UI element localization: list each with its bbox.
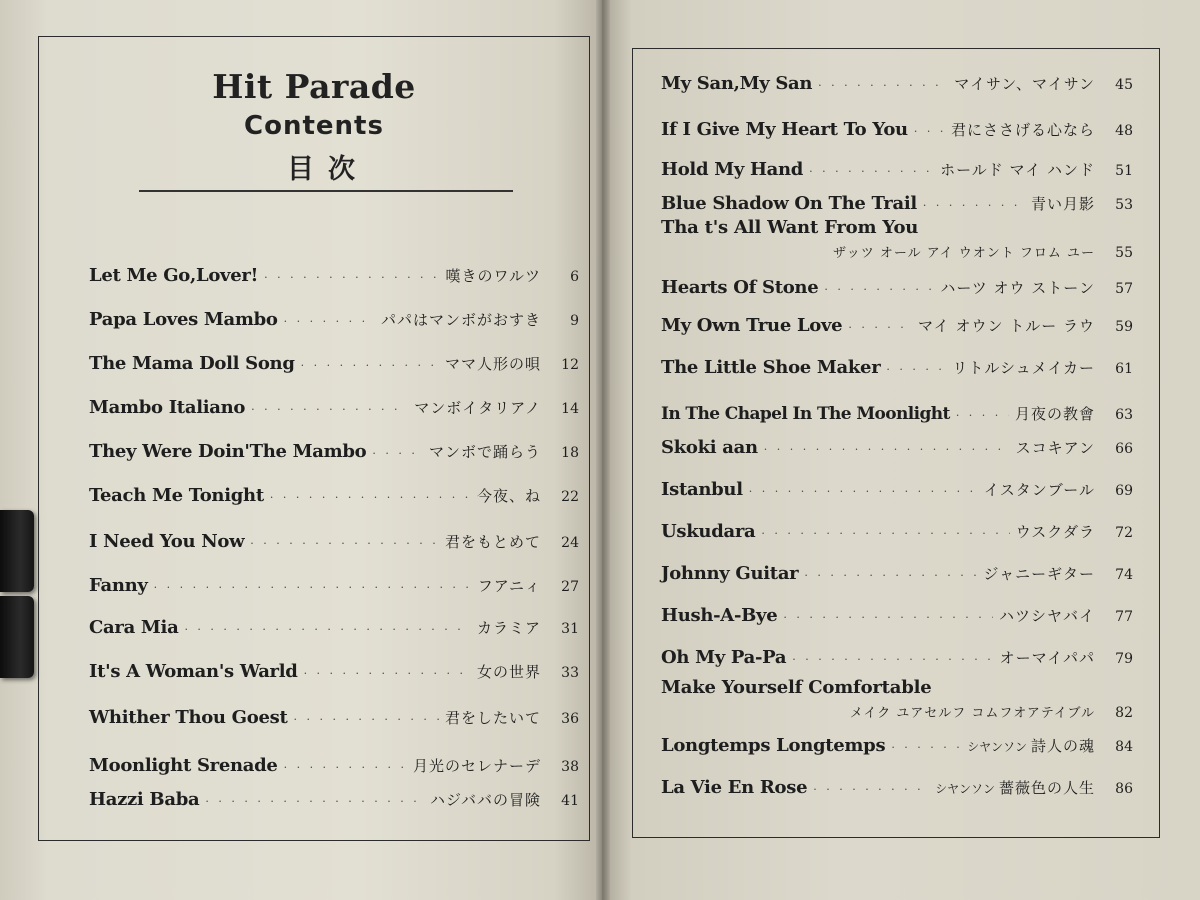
song-title: Johnny Guitar (661, 563, 799, 584)
toc-entry[interactable] (661, 777, 1133, 798)
song-title: Whither Thou Goest (89, 707, 288, 728)
song-title-jp: マイ オウン トルー ラウ (917, 317, 1095, 335)
page-number: 69 (1115, 483, 1133, 499)
genre-label: シヤンソン (935, 782, 995, 796)
leader-dots (301, 359, 439, 372)
song-title-jp: ザッツ オール アイ ウオント フロム ユー (833, 246, 1095, 261)
song-title-jp: フアニィ (477, 577, 541, 595)
book-gutter (596, 0, 610, 900)
page-number: 55 (1115, 245, 1133, 261)
page-number: 84 (1115, 739, 1133, 755)
left-contents-frame (38, 36, 590, 841)
song-title: The Little Shoe Maker (661, 357, 881, 378)
page-number: 33 (561, 665, 579, 681)
leader-dots (956, 409, 1009, 422)
song-title-jp: リトルシュメイカー (952, 359, 1095, 377)
page-number: 31 (561, 621, 579, 637)
song-title-jp: 青い月影 (1030, 195, 1095, 213)
page-number: 59 (1115, 319, 1133, 335)
leader-dots (284, 761, 407, 774)
page-number: 79 (1115, 651, 1133, 667)
leader-dots (284, 315, 375, 328)
leader-dots (809, 165, 934, 178)
leader-dots (923, 199, 1025, 212)
page-number: 6 (570, 269, 579, 285)
page-number: 74 (1115, 567, 1133, 583)
leader-dots (804, 569, 977, 582)
song-title-jp: オーマイパパ (999, 649, 1095, 667)
song-title: It's A Woman's Warld (89, 661, 298, 682)
song-title: Hold My Hand (661, 159, 804, 180)
leader-dots (270, 491, 471, 504)
song-title: Istanbul (661, 479, 743, 500)
song-title-jp: 嘆きのワルツ (445, 267, 541, 285)
page-number: 57 (1115, 281, 1133, 297)
song-title: Hush-A-Bye (661, 605, 778, 626)
leader-dots (250, 537, 439, 550)
title-divider (139, 190, 513, 192)
song-title-jp: マイサン、マイサン (954, 75, 1095, 93)
page-number: 82 (1115, 705, 1133, 721)
toc-entry[interactable] (89, 617, 579, 638)
leader-dots (154, 581, 472, 594)
song-title-jp: ハツシヤバイ (998, 607, 1095, 625)
right-contents-frame (632, 48, 1160, 838)
leader-dots (824, 283, 934, 296)
contents-heading: Contents (244, 111, 384, 141)
page-number: 12 (561, 357, 579, 373)
song-title-jp: 月光のセレナーデ (412, 757, 541, 775)
toc-entry[interactable] (89, 531, 579, 552)
toc-entry[interactable] (89, 661, 579, 682)
song-title-jp: メイク ユアセルフ コムフオアテイブル (849, 706, 1095, 721)
song-title-jp: ママ人形の唄 (444, 355, 541, 373)
page-number: 72 (1115, 525, 1133, 541)
toc-entry[interactable] (661, 315, 1133, 336)
contents-heading-jp: 目次 (287, 154, 369, 185)
leader-dots (764, 443, 1010, 456)
toc-entry[interactable] (89, 353, 579, 374)
song-title: My Own True Love (661, 315, 843, 336)
song-title-jp: イスタンブール (983, 481, 1095, 499)
page-number: 14 (561, 401, 579, 417)
page-number: 48 (1115, 123, 1133, 139)
page-number: 53 (1115, 197, 1133, 213)
toc-entry[interactable] (89, 707, 579, 728)
toc-entry[interactable] (661, 159, 1133, 180)
toc-entry[interactable] (89, 265, 579, 286)
song-title-jp: ハーツ オウ ストーン (940, 279, 1095, 297)
song-title-jp: パパはマンボがおすき (380, 311, 541, 329)
song-title-jp: ジャニーギター (983, 565, 1095, 583)
leader-dots (886, 363, 946, 376)
song-title-jp: ホールド マイ ハンド (940, 161, 1095, 179)
page-number: 36 (561, 711, 579, 727)
song-title: Oh My Pa-Pa (661, 647, 787, 668)
song-title: I Need You Now (89, 531, 245, 552)
song-title-jp: カラミア (476, 619, 541, 637)
song-title: My San,My San (661, 73, 813, 94)
song-title: La Vie En Rose (661, 777, 808, 798)
page-number: 51 (1115, 163, 1133, 179)
toc-entry[interactable] (89, 789, 579, 810)
page-number: 41 (561, 793, 579, 809)
song-title-jp: マンボで踊らう (428, 443, 541, 461)
toc-entry[interactable] (89, 441, 579, 462)
leader-dots (372, 447, 423, 460)
song-title: If I Give My Heart To You (661, 119, 908, 140)
toc-entry[interactable] (661, 437, 1133, 458)
leader-dots (304, 667, 471, 680)
leader-dots (264, 271, 439, 284)
toc-entry[interactable] (89, 309, 579, 330)
leader-dots (891, 741, 961, 754)
song-title: Hearts Of Stone (661, 277, 819, 298)
toc-entry[interactable] (661, 647, 1133, 668)
song-title: Skoki aan (661, 437, 758, 458)
song-title: Make Yourself Comfortable (661, 677, 932, 698)
genre-label: シヤンソン (967, 740, 1027, 754)
song-title-jp: 月夜の教會 (1014, 405, 1095, 423)
song-title-jp: 君にささげる心なら (950, 121, 1095, 139)
song-title: Mambo Italiano (89, 397, 246, 418)
song-title-jp: 君をしたいて (444, 709, 541, 727)
song-title: In The Chapel In The Moonlight (661, 404, 950, 424)
page-number: 86 (1115, 781, 1133, 797)
toc-entry[interactable] (661, 605, 1133, 626)
toc-entry[interactable] (661, 277, 1133, 298)
toc-entry[interactable] (661, 403, 1133, 424)
toc-entry-two-line[interactable] (661, 677, 1133, 721)
song-title-jp: ウスクダラ (1015, 523, 1095, 541)
leader-dots (251, 403, 408, 416)
song-title-jp: ハジババの冒険 (430, 791, 541, 809)
leader-dots (205, 795, 424, 808)
page-number: 45 (1115, 77, 1133, 93)
toc-entry[interactable] (661, 479, 1133, 500)
song-title-jp: マンボイタリアノ (414, 399, 541, 417)
page-number: 61 (1115, 361, 1133, 377)
toc-entry[interactable] (89, 575, 579, 596)
toc-entry[interactable] (89, 397, 579, 418)
song-title-jp: 君をもとめて (444, 533, 541, 551)
page-number: 66 (1115, 441, 1133, 457)
leader-dots (792, 653, 993, 666)
song-title-jp: 薔薇色の人生 (998, 779, 1095, 797)
leader-dots (293, 713, 439, 726)
page-number: 77 (1115, 609, 1133, 625)
toc-entry[interactable] (89, 755, 579, 776)
song-title: The Mama Doll Song (89, 353, 295, 374)
leader-dots (783, 611, 993, 624)
song-title-jp: 今夜、ね (476, 487, 541, 505)
toc-entry[interactable] (661, 521, 1133, 542)
song-title: Hazzi Baba (89, 789, 200, 810)
toc-entry[interactable] (661, 73, 1133, 94)
leader-dots (761, 527, 1009, 540)
leader-dots (749, 485, 978, 498)
page-number: 18 (561, 445, 579, 461)
song-title: Let Me Go,Lover! (89, 265, 259, 286)
page-number: 9 (570, 313, 579, 329)
leader-dots (914, 125, 945, 138)
page-number: 63 (1115, 407, 1133, 423)
song-title: Uskudara (661, 521, 756, 542)
song-title: Tha t's All Want From You (661, 217, 919, 238)
song-title: Teach Me Tonight (89, 485, 264, 506)
song-title: Longtemps Longtemps (661, 735, 886, 756)
page-number: 22 (561, 489, 579, 505)
song-title-jp: 女の世界 (476, 663, 541, 681)
song-title: Cara Mia (89, 617, 179, 638)
toc-entry[interactable] (661, 563, 1133, 584)
toc-entry-two-line[interactable] (661, 217, 1133, 261)
song-title: Papa Loves Mambo (89, 309, 278, 330)
song-title: Blue Shadow On The Trail (661, 193, 917, 214)
binder-clip-lower (0, 596, 34, 678)
song-title-jp: 詩人の魂 (1030, 737, 1095, 755)
toc-entry[interactable] (661, 193, 1133, 214)
toc-entry[interactable] (661, 119, 1133, 140)
leader-dots (813, 783, 929, 796)
page-number: 27 (561, 579, 579, 595)
book-title: Hit Parade (212, 67, 416, 106)
song-title-jp: スコキアン (1015, 439, 1095, 457)
page-number: 24 (561, 535, 579, 551)
toc-entry[interactable] (89, 485, 579, 506)
page-number: 38 (561, 759, 579, 775)
toc-entry[interactable] (661, 735, 1133, 756)
leader-dots (848, 321, 912, 334)
song-title: Fanny (89, 575, 148, 596)
toc-entry[interactable] (661, 357, 1133, 378)
song-title: Moonlight Srenade (89, 755, 278, 776)
binder-clip-upper (0, 510, 34, 592)
song-title: They Were Doin'The Mambo (89, 441, 367, 462)
leader-dots (184, 623, 471, 636)
leader-dots (818, 79, 948, 92)
